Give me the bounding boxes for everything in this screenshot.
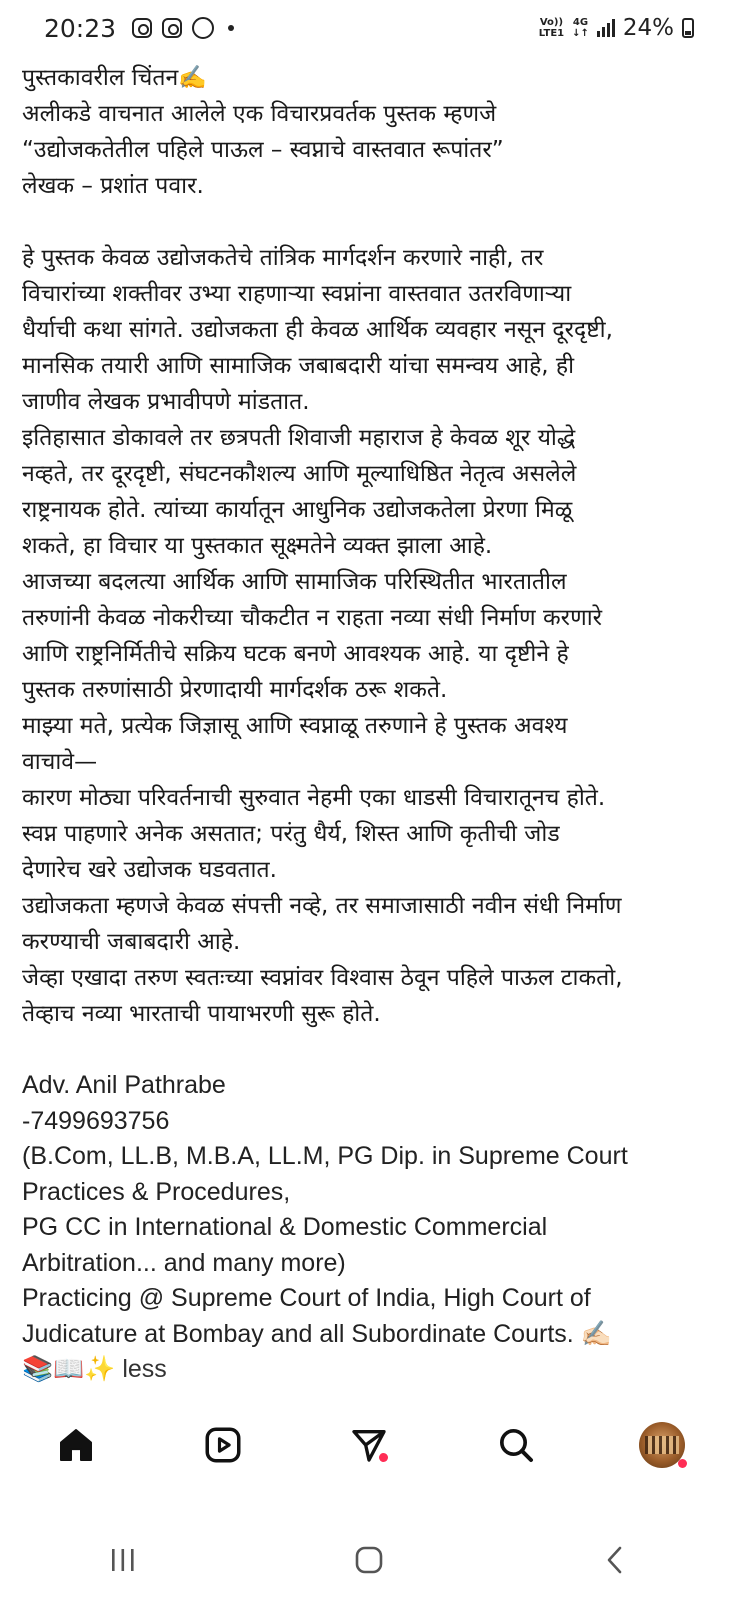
signal-strength-icon bbox=[597, 19, 615, 37]
caption-line: पुस्तक तरुणांसाठी प्रेरणादायी मार्गदर्शक ठरू शकते. bbox=[22, 677, 448, 703]
status-right bbox=[539, 15, 694, 41]
signature-line: Adv. Anil Pathrabe bbox=[22, 1071, 226, 1099]
system-navigation-bar bbox=[0, 1520, 738, 1600]
search-icon bbox=[496, 1425, 536, 1465]
caption-line: माझ्या मते, प्रत्येक जिज्ञासू आणि स्वप्नाळू तरुणाने हे पुस्तक अवश्य bbox=[22, 713, 568, 739]
nav-home-button[interactable] bbox=[50, 1419, 102, 1471]
chevron-left-icon bbox=[603, 1545, 627, 1575]
more-notifications-dot bbox=[228, 25, 234, 31]
caption-last-line bbox=[22, 1352, 722, 1388]
caption-line: तरुणांनी केवळ नोकरीच्या चौकटीत न राहता नव्या संधी निर्माण करणारे bbox=[22, 605, 603, 631]
caption-line: “उद्योजकतेतील पहिले पाऊल – स्वप्नाचे वास्तवात रूपांतर” bbox=[22, 137, 504, 163]
caption-line: राष्ट्रनायक होते. त्यांच्या कार्यातून आधुनिक उद्योजकतेला प्रेरणा मिळू bbox=[22, 497, 573, 523]
recents-icon bbox=[108, 1547, 138, 1573]
notification-dot bbox=[379, 1453, 388, 1462]
caption-line: उद्योजकता म्हणजे केवळ संपत्ती नव्हे, तर समाजासाठी नवीन संधी निर्माण bbox=[22, 893, 622, 919]
caption-line: विचारांच्या शक्तीवर उभ्या राहणाऱ्या स्वप्नांना वास्तवात उतरविणाऱ्या bbox=[22, 281, 572, 307]
caption-line: अलीकडे वाचनात आलेले एक विचारप्रवर्तक पुस्तक म्हणजे bbox=[22, 101, 497, 127]
lte-label: LTE1 bbox=[538, 28, 565, 39]
battery-icon bbox=[682, 18, 694, 38]
caption-line: मानसिक तयारी आणि सामाजिक जबाबदारी यांचा समन्वय आहे, ही bbox=[22, 353, 575, 379]
books-emoji-icon: 📚📖✨ bbox=[22, 1355, 116, 1383]
home-circle-icon bbox=[354, 1545, 384, 1575]
caption-line: कारण मोठ्या परिवर्तनाची सुरुवात नेहमी एका धाडसी विचारातूनच होते. bbox=[22, 785, 606, 811]
caption-line: शकते, हा विचार या पुस्तकात सूक्ष्मतेने व्यक्त झाला आहे. bbox=[22, 533, 493, 559]
instagram-notification-icon bbox=[132, 18, 152, 38]
post-caption bbox=[22, 60, 722, 1418]
instagram-notification-icon-2 bbox=[162, 18, 182, 38]
home-icon bbox=[56, 1425, 96, 1465]
caption-line: जाणीव लेखक प्रभावीपणे मांडतात. bbox=[22, 389, 310, 415]
caption-signature-text bbox=[22, 1068, 722, 1352]
clock: 20:23 bbox=[44, 13, 117, 43]
home-nav-button[interactable] bbox=[339, 1540, 399, 1580]
bottom-nav-bar bbox=[0, 1400, 738, 1490]
signature-line: -7499693756 bbox=[22, 1106, 170, 1135]
data-type-label: 4G bbox=[572, 17, 589, 28]
reels-icon bbox=[202, 1424, 244, 1466]
caption-line: धैर्याची कथा सांगते. उद्योजकता ही केवळ आर्थिक व्यवहार नसून दूरदृष्टी, bbox=[22, 317, 613, 343]
nav-search-button[interactable] bbox=[490, 1419, 542, 1471]
caption-line: वाचावे— bbox=[22, 749, 98, 775]
caption-line: करण्याची जबाबदारी आहे. bbox=[22, 929, 241, 955]
signature-line: Judicature at Bombay and all Subordinate Courts. ✍🏻 bbox=[22, 1319, 612, 1348]
caption-marathi-text bbox=[22, 60, 722, 1068]
caption-line: आणि राष्ट्रनिर्मितीचे सक्रिय घटक बनणे आवश्यक आहे. या दृष्टीने हे bbox=[22, 641, 569, 667]
volte-label: Vo)) bbox=[539, 17, 564, 28]
profile-notification-dot bbox=[678, 1459, 687, 1468]
signature-line: Arbitration... and many more) bbox=[22, 1248, 346, 1277]
caption-line: आजच्या बदलत्या आर्थिक आणि सामाजिक परिस्थितीत भारतातील bbox=[22, 569, 567, 595]
caption-line: स्वप्न पाहणारे अनेक असतात; परंतु धैर्य, शिस्त आणि कृतीची जोड bbox=[22, 821, 560, 847]
nav-profile-button[interactable] bbox=[636, 1419, 688, 1471]
data-indicator bbox=[572, 17, 589, 39]
status-bar bbox=[0, 0, 738, 56]
caption-line bbox=[22, 1032, 722, 1068]
recents-button[interactable] bbox=[93, 1540, 153, 1580]
caption-line: तेव्हाच नव्या भारताची पायाभरणी सुरू होते. bbox=[22, 1001, 381, 1027]
caption-line: पुस्तकावरील चिंतन✍️ bbox=[22, 65, 207, 91]
nav-share-button[interactable] bbox=[343, 1419, 395, 1471]
whatsapp-notification-icon bbox=[192, 17, 214, 39]
caption-line bbox=[22, 204, 722, 240]
caption-line: लेखक – प्रशांत पवार. bbox=[22, 173, 204, 199]
signature-line: Practicing @ Supreme Court of India, High Court of bbox=[22, 1284, 591, 1312]
volte-indicator bbox=[539, 17, 564, 39]
battery-percent: 24% bbox=[622, 15, 674, 41]
data-arrows-icon: ↓↑ bbox=[572, 28, 589, 39]
signature-line: PG CC in International & Domestic Commercial bbox=[22, 1213, 548, 1241]
caption-line: नव्हते, तर दूरदृष्टी, संघटनकौशल्य आणि मूल्याधिष्ठित नेतृत्व असलेले bbox=[22, 461, 577, 487]
caption-line: इतिहासात डोकावले तर छत्रपती शिवाजी महाराज हे केवळ शूर योद्धे bbox=[22, 425, 576, 451]
nav-reels-button[interactable] bbox=[197, 1419, 249, 1471]
caption-line: देणारेच खरे उद्योजक घडवतात. bbox=[22, 857, 277, 883]
status-left bbox=[44, 14, 234, 43]
less-link[interactable]: less bbox=[122, 1355, 167, 1383]
back-button[interactable] bbox=[585, 1540, 645, 1580]
caption-line: जेव्हा एखादा तरुण स्वतःच्या स्वप्नांवर विश्वास ठेवून पहिले पाऊल टाकतो, bbox=[22, 965, 623, 991]
signature-line: Practices & Procedures, bbox=[22, 1177, 291, 1206]
caption-line: हे पुस्तक केवळ उद्योजकतेचे तांत्रिक मार्गदर्शन करणारे नाही, तर bbox=[22, 245, 544, 271]
signature-line: (B.Com, LL.B, M.B.A, LL.M, PG Dip. in Supreme Court bbox=[22, 1142, 628, 1170]
